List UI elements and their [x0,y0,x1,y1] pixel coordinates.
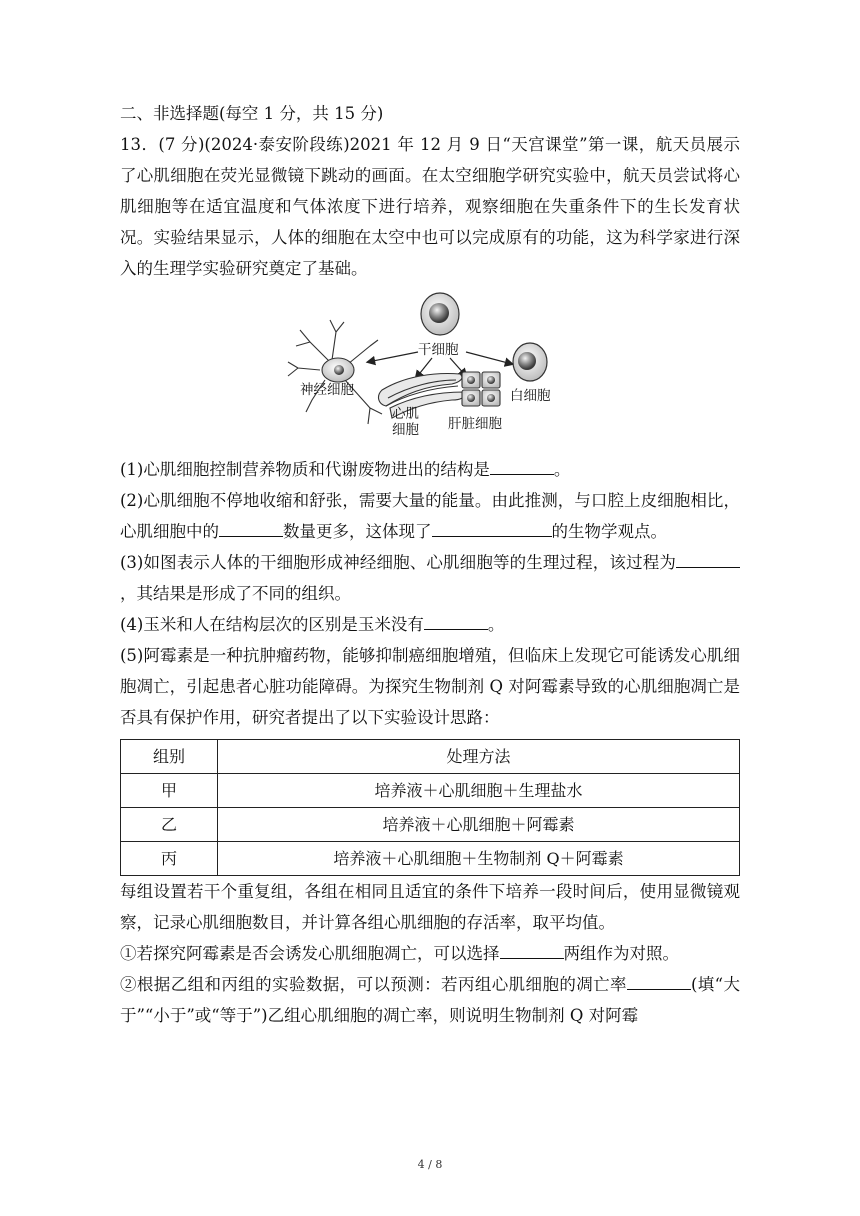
heart-cell-label-line2: 细胞 [392,422,419,438]
answer-blank-1[interactable] [490,458,554,475]
cell-diagram-svg [120,290,740,450]
cell-differentiation-figure [120,290,740,450]
question-2: (2)心肌细胞不停地收缩和舒张，需要大量的能量。由此推测，与口腔上皮细胞相比，心肌细胞中的 数量更多，这体现了 的生物学观点。 [120,491,740,541]
section-heading: 二、非选择题(每空 1 分，共 15 分) [120,104,384,123]
after-table-text: 每组设置若干个重复组，各组在相同且适宜的条件下培养一段时间后，使用显微镜观察，记录心肌细胞数目，并计算各组心肌细胞的存活率，取平均值。 [120,882,740,932]
answer-blank-3[interactable] [676,551,740,568]
question-3: (3)如图表示人体的干细胞形成神经细胞、心肌细胞等的生理过程，该过程为，其结果是形成了不同的组织。 [120,547,740,609]
stem-cell-label: 干细胞 [418,342,459,358]
white-blood-cell-icon [513,343,547,381]
table-header-cell: 处理方法 [218,740,740,774]
table-cell: 培养液＋心肌细胞＋生理盐水 [218,774,740,808]
sub-question-1: ①若探究阿霉素是否会诱发心肌细胞凋亡，可以选择 两组作为对照。 [120,944,679,963]
heart-cell-label-line1: 心肌 [392,406,419,422]
table-cell: 培养液＋心肌细胞＋生物制剂 Q＋阿霉素 [218,842,740,876]
question-5: (5)阿霉素是一种抗肿瘤药物，能够抑制癌细胞增殖，但临床上发现它可能诱发心肌细胞凋亡，引起患者心脏功能障碍。为探究生物制剂 Q 对阿霉素导致的心肌细胞凋亡是否具有保护作用，研究者提出了以下实验设计思路： [120,646,740,727]
table-header-row [121,740,740,774]
white-cell-label: 白细胞 [510,388,551,404]
page-number: 4 / 8 [417,1158,443,1171]
liver-cell-icon [462,372,500,406]
answer-blank-5[interactable] [500,942,564,959]
page-content [120,98,740,1031]
question-4: (4)玉米和人在结构层次的区别是玉米没有 。 [120,615,505,634]
table-row [121,842,740,876]
table-header-cell: 组别 [121,740,218,774]
answer-blank-4[interactable] [424,613,488,630]
table-cell: 甲 [121,774,218,808]
nerve-cell-label: 神经细胞 [300,382,354,398]
question-intro: 13．(7 分)(2024·泰安阶段练)2021 年 12 月 9 日“天宫课堂”第一课，航天员展示了心肌细胞在荧光显微镜下跳动的画面。在太空细胞学研究实验中，航天员尝试将心肌细胞等在适宜温度和气体浓度下进行培养，观察细胞在失重条件下的生长发育状况。实验结果显示，人体的细胞在太空中也可以完成原有的功能，这为科学家进行深入的生理学实验研究奠定了基础。 [120,135,740,278]
table-row [121,774,740,808]
answer-blank-2a[interactable] [219,520,283,537]
question-1: (1)心肌细胞控制营养物质和代谢废物进出的结构是 。 [120,460,571,479]
table-cell: 丙 [121,842,218,876]
sub-question-2: ②根据乙组和丙组的实验数据，可以预测：若丙组心肌细胞的凋亡率 (填“大于”“小于”或“等于”)乙组心肌细胞的凋亡率，则说明生物制剂 Q 对阿霉 [120,975,741,1025]
answer-blank-2b[interactable] [432,520,552,537]
stem-cell-icon [421,293,459,335]
table-cell: 培养液＋心肌细胞＋阿霉素 [218,808,740,842]
table-row [121,808,740,842]
nerve-cell-icon [288,320,382,424]
experiment-table [120,739,740,876]
answer-blank-6[interactable] [627,973,691,990]
liver-cell-label: 肝脏细胞 [448,416,502,432]
table-cell: 乙 [121,808,218,842]
